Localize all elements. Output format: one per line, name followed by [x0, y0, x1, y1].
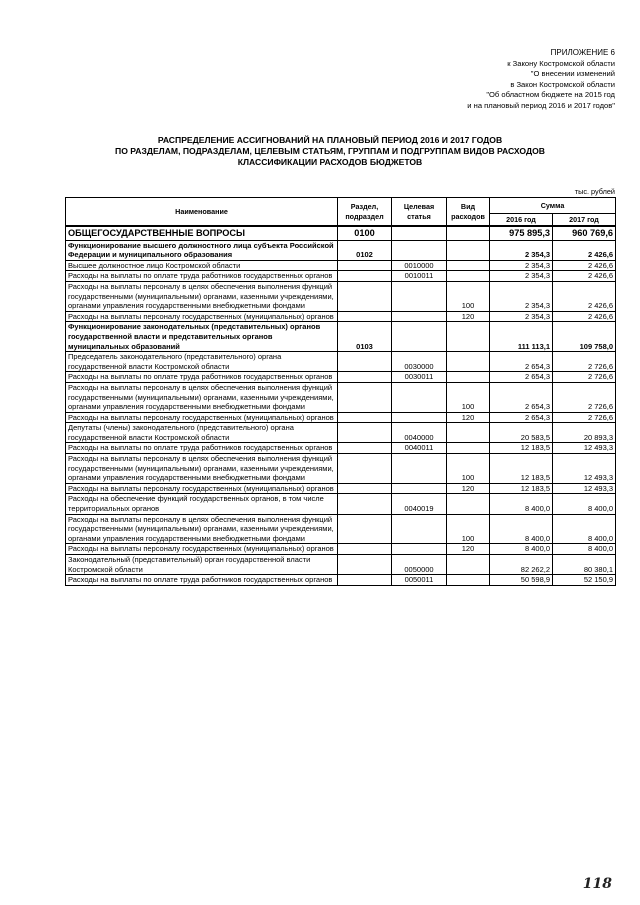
section-cell: [338, 382, 392, 412]
sum-2016-cell: 2 654,3: [490, 352, 553, 372]
name-cell: Расходы на выплаты персоналу в целях обеспечения выполнения функций государственными (муниципальными) органами, казенными учреждениями, органами управления государственными внебюджетными фондами: [66, 454, 338, 484]
type-cell: 120: [447, 412, 490, 423]
section-cell: 0102: [338, 240, 392, 260]
sum-2017-cell: 12 493,3: [553, 454, 616, 484]
sum-2016-cell: 8 400,0: [490, 544, 553, 555]
target-cell: 0010011: [392, 271, 447, 282]
header-sum: Сумма: [490, 198, 616, 214]
header-type: Вид расходов: [447, 198, 490, 227]
name-cell: Расходы на выплаты персоналу государственных (муниципальных) органов: [66, 544, 338, 555]
sum-2017-cell: 8 400,0: [553, 494, 616, 514]
sum-2017-cell: 2 426,6: [553, 271, 616, 282]
table-row: [66, 226, 616, 240]
table-row: [66, 271, 616, 282]
section-cell: 0103: [338, 322, 392, 352]
name-cell: Функционирование законодательных (представительных) органов государственной власти и представительных органов муниципальных образований: [66, 322, 338, 352]
type-cell: [447, 372, 490, 383]
sum-2016-cell: 8 400,0: [490, 514, 553, 544]
sum-2016-cell: 20 583,5: [490, 423, 553, 443]
type-cell: [447, 352, 490, 372]
sum-2016-cell: 12 183,5: [490, 454, 553, 484]
sum-2017-cell: 2 426,6: [553, 260, 616, 271]
sum-2016-cell: 82 262,2: [490, 555, 553, 575]
sum-2016-cell: 12 183,5: [490, 443, 553, 454]
table-row: [66, 382, 616, 412]
target-cell: [392, 483, 447, 494]
document-title: [40, 135, 620, 169]
header-2017: 2017 год: [553, 214, 616, 227]
sum-2016-cell: 2 354,3: [490, 271, 553, 282]
appendix-line: к Закону Костромской области: [507, 58, 615, 68]
table-row: [66, 372, 616, 383]
title-line: КЛАССИФИКАЦИИ РАСХОДОВ БЮДЖЕТОВ: [237, 157, 423, 168]
sum-2016-cell: 2 654,3: [490, 372, 553, 383]
target-cell: 0030000: [392, 352, 447, 372]
section-cell: [338, 443, 392, 454]
target-cell: [392, 382, 447, 412]
sum-2017-cell: 20 893,3: [553, 423, 616, 443]
sum-2017-cell: 2 426,6: [553, 311, 616, 322]
sum-2016-cell: 2 354,3: [490, 311, 553, 322]
name-cell: Расходы на выплаты персоналу в целях обеспечения выполнения функций государственными (муниципальными) органами, казенными учреждениями, органами управления государственными внебюджетными фондами: [66, 281, 338, 311]
title-line: ПО РАЗДЕЛАМ, ПОДРАЗДЕЛАМ, ЦЕЛЕВЫМ СТАТЬЯМ, ГРУППАМ И ПОДГРУППАМ ВИДОВ РАСХОДОВ: [115, 146, 545, 157]
table-row: [66, 555, 616, 575]
appendix-note: [467, 48, 615, 112]
page-number: 118: [582, 876, 612, 892]
name-cell: Расходы на обеспечение функций государственных органов, в том числе территориальных органов: [66, 494, 338, 514]
target-cell: 0050011: [392, 575, 447, 586]
table-row: [66, 352, 616, 372]
name-cell: ОБЩЕГОСУДАРСТВЕННЫЕ ВОПРОСЫ: [66, 226, 338, 240]
target-cell: 0050000: [392, 555, 447, 575]
section-cell: [338, 352, 392, 372]
target-cell: [392, 322, 447, 352]
name-cell: Председатель законодательного (представительного) органа государственной власти Костромской области: [66, 352, 338, 372]
type-cell: [447, 423, 490, 443]
section-cell: [338, 281, 392, 311]
name-cell: Расходы на выплаты по оплате труда работников государственных органов: [66, 372, 338, 383]
name-cell: Расходы на выплаты персоналу в целях обеспечения выполнения функций государственными (муниципальными) органами, казенными учреждениями, органами управления государственными внебюджетными фондами: [66, 382, 338, 412]
target-cell: 0040000: [392, 423, 447, 443]
sum-2017-cell: 2 726,6: [553, 382, 616, 412]
target-cell: 0040011: [392, 443, 447, 454]
sum-2017-cell: 2 426,6: [553, 240, 616, 260]
sum-2016-cell: 111 113,1: [490, 322, 553, 352]
type-cell: 100: [447, 281, 490, 311]
name-cell: Расходы на выплаты по оплате труда работников государственных органов: [66, 271, 338, 282]
target-cell: [392, 514, 447, 544]
section-cell: [338, 494, 392, 514]
sum-2016-cell: 2 654,3: [490, 412, 553, 423]
target-cell: [392, 454, 447, 484]
table-row: [66, 423, 616, 443]
type-cell: [447, 575, 490, 586]
type-cell: [447, 555, 490, 575]
target-cell: 0010000: [392, 260, 447, 271]
target-cell: [392, 281, 447, 311]
table-row: [66, 544, 616, 555]
sum-2017-cell: 109 758,0: [553, 322, 616, 352]
type-cell: [447, 443, 490, 454]
type-cell: [447, 260, 490, 271]
section-cell: [338, 260, 392, 271]
units-label: тыс. рублей: [574, 187, 615, 196]
appendix-line: ПРИЛОЖЕНИЕ 6: [550, 48, 615, 57]
table-row: [66, 575, 616, 586]
section-cell: [338, 514, 392, 544]
sum-2017-cell: 12 493,3: [553, 483, 616, 494]
sum-2017-cell: 2 726,6: [553, 352, 616, 372]
table-row: [66, 240, 616, 260]
sum-2017-cell: 52 150,9: [553, 575, 616, 586]
table-row: [66, 412, 616, 423]
name-cell: Расходы на выплаты персоналу государственных (муниципальных) органов: [66, 412, 338, 423]
appendix-line: в Закон Костромской области: [510, 79, 615, 89]
type-cell: [447, 271, 490, 282]
name-cell: Расходы на выплаты персоналу в целях обеспечения выполнения функций государственными (муниципальными) органами, казенными учреждениями, органами управления государственными внебюджетными фондами: [66, 514, 338, 544]
target-cell: 0040019: [392, 494, 447, 514]
type-cell: 100: [447, 382, 490, 412]
name-cell: Высшее должностное лицо Костромской области: [66, 260, 338, 271]
table-row: [66, 260, 616, 271]
sum-2016-cell: 2 654,3: [490, 382, 553, 412]
name-cell: Депутаты (члены) законодательного (представительного) органа государственной власти Костромской области: [66, 423, 338, 443]
sum-2017-cell: 8 400,0: [553, 514, 616, 544]
section-cell: [338, 271, 392, 282]
appendix-line: "Об областном бюджете на 2015 год: [486, 90, 615, 100]
title-line: РАСПРЕДЕЛЕНИЕ АССИГНОВАНИЙ НА ПЛАНОВЫЙ ПЕРИОД 2016 И 2017 ГОДОВ: [157, 135, 503, 145]
table-row: [66, 281, 616, 311]
table-row: [66, 322, 616, 352]
type-cell: 120: [447, 544, 490, 555]
type-cell: 100: [447, 454, 490, 484]
sum-2017-cell: 2 726,6: [553, 412, 616, 423]
section-cell: [338, 412, 392, 423]
table-row: [66, 494, 616, 514]
section-cell: [338, 311, 392, 322]
target-cell: [392, 240, 447, 260]
type-cell: 100: [447, 514, 490, 544]
sum-2016-cell: 8 400,0: [490, 494, 553, 514]
name-cell: Функционирование высшего должностного лица субъекта Российской Федерации и муниципального образования: [66, 240, 338, 260]
type-cell: [447, 226, 490, 240]
sum-2017-cell: 8 400,0: [553, 544, 616, 555]
appendix-line: и на плановый период 2016 и 2017 годов": [467, 100, 615, 110]
section-cell: [338, 555, 392, 575]
type-cell: [447, 494, 490, 514]
table-row: [66, 454, 616, 484]
type-cell: 120: [447, 311, 490, 322]
header-target: Целевая статья: [392, 198, 447, 227]
sum-2016-cell: 975 895,3: [490, 226, 553, 240]
sum-2016-cell: 12 183,5: [490, 483, 553, 494]
name-cell: Законодательный (представительный) орган государственной власти Костромской области: [66, 555, 338, 575]
header-2016: 2016 год: [490, 214, 553, 227]
sum-2016-cell: 50 598,9: [490, 575, 553, 586]
table-row: [66, 443, 616, 454]
target-cell: [392, 412, 447, 423]
name-cell: Расходы на выплаты персоналу государственных (муниципальных) органов: [66, 483, 338, 494]
target-cell: [392, 544, 447, 555]
appendix-line: "О внесении изменений: [530, 69, 615, 79]
name-cell: Расходы на выплаты по оплате труда работников государственных органов: [66, 575, 338, 586]
type-cell: 120: [447, 483, 490, 494]
table-row: [66, 514, 616, 544]
section-cell: [338, 575, 392, 586]
sum-2016-cell: 2 354,3: [490, 281, 553, 311]
header-section: Раздел, подраздел: [338, 198, 392, 227]
sum-2016-cell: 2 354,3: [490, 260, 553, 271]
target-cell: [392, 226, 447, 240]
name-cell: Расходы на выплаты персоналу государственных (муниципальных) органов: [66, 311, 338, 322]
sum-2016-cell: 2 354,3: [490, 240, 553, 260]
sum-2017-cell: 2 726,6: [553, 372, 616, 383]
target-cell: 0030011: [392, 372, 447, 383]
section-cell: [338, 544, 392, 555]
table-row: [66, 311, 616, 322]
header-name: Наименование: [66, 198, 338, 227]
sum-2017-cell: 2 426,6: [553, 281, 616, 311]
table-row: [66, 483, 616, 494]
budget-table: [65, 197, 616, 586]
sum-2017-cell: 960 769,6: [553, 226, 616, 240]
section-cell: [338, 372, 392, 383]
sum-2017-cell: 80 380,1: [553, 555, 616, 575]
type-cell: [447, 322, 490, 352]
section-cell: 0100: [338, 226, 392, 240]
type-cell: [447, 240, 490, 260]
section-cell: [338, 483, 392, 494]
target-cell: [392, 311, 447, 322]
sum-2017-cell: 12 493,3: [553, 443, 616, 454]
section-cell: [338, 423, 392, 443]
section-cell: [338, 454, 392, 484]
name-cell: Расходы на выплаты по оплате труда работников государственных органов: [66, 443, 338, 454]
